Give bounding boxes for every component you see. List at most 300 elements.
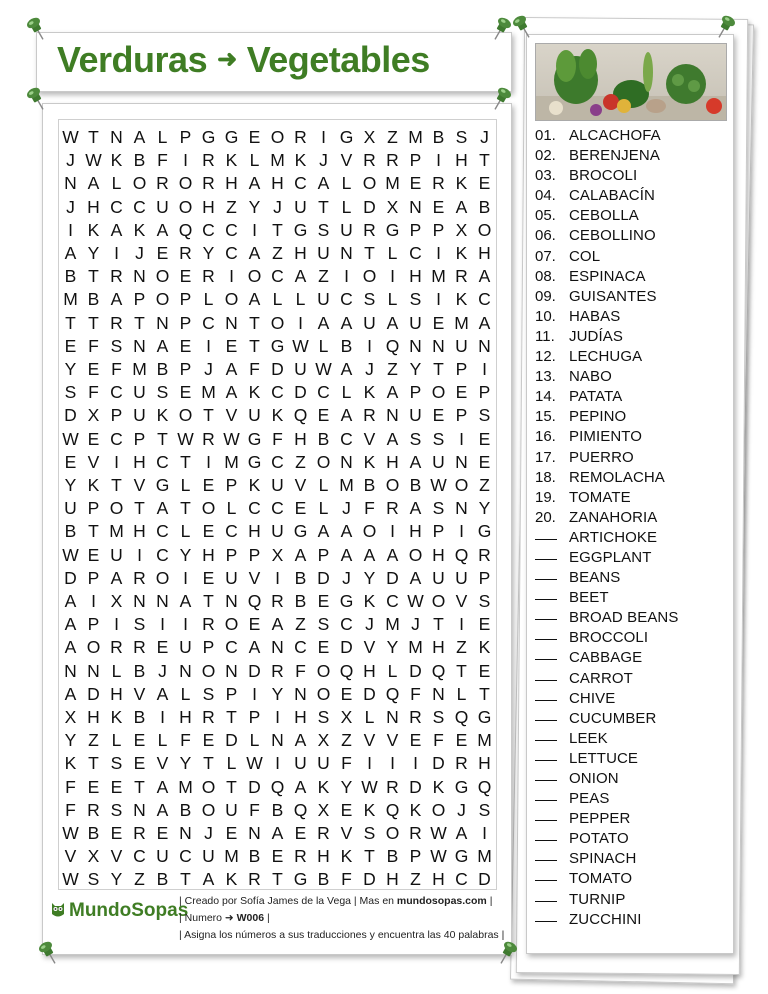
grid-letter[interactable]: Y <box>179 753 192 774</box>
grid-letter[interactable]: K <box>363 591 376 611</box>
grid-letter[interactable]: T <box>364 846 375 867</box>
grid-letter[interactable]: C <box>225 243 238 263</box>
grid-letter[interactable]: U <box>432 451 445 472</box>
grid-letter[interactable]: R <box>409 707 422 727</box>
grid-letter[interactable]: S <box>317 614 330 635</box>
grid-letter[interactable]: U <box>225 799 238 820</box>
grid-letter[interactable]: E <box>317 405 330 426</box>
grid-letter[interactable]: A <box>294 730 307 751</box>
grid-letter[interactable]: C <box>225 219 238 240</box>
grid-letter[interactable]: A <box>386 382 399 403</box>
grid-letter[interactable]: F <box>249 359 260 379</box>
grid-letter[interactable]: P <box>202 637 215 658</box>
grid-letter[interactable]: S <box>64 382 77 403</box>
grid-letter[interactable]: N <box>386 707 399 727</box>
grid-letter[interactable]: O <box>316 683 331 704</box>
grid-letter[interactable]: C <box>340 428 353 449</box>
grid-letter[interactable]: R <box>202 150 215 171</box>
grid-letter[interactable]: A <box>409 498 422 519</box>
grid-letter[interactable]: R <box>363 150 376 171</box>
grid-letter[interactable]: E <box>64 451 77 472</box>
grid-letter[interactable]: X <box>87 846 100 867</box>
grid-letter[interactable]: H <box>225 173 238 194</box>
grid-letter[interactable]: B <box>156 869 169 890</box>
grid-letter[interactable]: E <box>64 335 77 356</box>
grid-letter[interactable]: V <box>386 730 399 751</box>
grid-letter[interactable]: O <box>201 799 216 820</box>
grid-letter[interactable]: K <box>225 869 238 890</box>
grid-letter[interactable]: M <box>63 289 78 310</box>
grid-letter[interactable]: B <box>271 799 284 820</box>
answer-blank[interactable] <box>535 869 557 881</box>
grid-letter[interactable]: B <box>179 799 192 820</box>
grid-letter[interactable]: F <box>88 335 99 356</box>
grid-letter[interactable]: O <box>201 498 216 519</box>
grid-letter[interactable]: I <box>482 359 487 379</box>
grid-letter[interactable]: G <box>247 428 262 449</box>
grid-letter[interactable]: M <box>224 451 239 472</box>
grid-letter[interactable]: G <box>293 521 308 542</box>
grid-letter[interactable]: M <box>431 266 446 287</box>
grid-letter[interactable]: F <box>111 359 122 379</box>
grid-letter[interactable]: E <box>179 335 192 356</box>
grid-letter[interactable]: B <box>133 707 146 727</box>
grid-letter[interactable]: E <box>294 823 307 843</box>
grid-letter[interactable]: C <box>110 196 123 217</box>
grid-letter[interactable]: U <box>294 359 307 379</box>
grid-letter[interactable]: R <box>202 614 215 635</box>
grid-letter[interactable]: B <box>156 359 169 379</box>
grid-letter[interactable]: R <box>133 637 146 658</box>
grid-letter[interactable]: S <box>478 799 491 820</box>
grid-letter[interactable]: O <box>178 173 193 194</box>
grid-letter[interactable]: U <box>156 846 169 867</box>
grid-letter[interactable]: R <box>110 266 123 287</box>
grid-letter[interactable]: F <box>88 382 99 403</box>
grid-letter[interactable]: E <box>248 614 261 635</box>
grid-letter[interactable]: C <box>271 498 284 519</box>
grid-letter[interactable]: J <box>411 614 420 635</box>
grid-letter[interactable]: H <box>294 243 307 263</box>
footer-site-link[interactable]: mundosopas.com <box>396 895 487 907</box>
grid-letter[interactable]: I <box>436 243 441 263</box>
grid-letter[interactable]: E <box>478 614 491 635</box>
grid-letter[interactable]: L <box>387 660 398 681</box>
grid-letter[interactable]: J <box>457 799 466 820</box>
grid-letter[interactable]: U <box>409 405 422 426</box>
grid-letter[interactable]: K <box>133 219 146 240</box>
grid-letter[interactable]: B <box>248 846 261 867</box>
answer-blank[interactable] <box>535 769 557 781</box>
grid-letter[interactable]: C <box>156 521 169 542</box>
grid-letter[interactable]: E <box>87 428 100 449</box>
grid-letter[interactable]: K <box>455 243 468 263</box>
grid-letter[interactable]: P <box>317 544 330 565</box>
grid-letter[interactable]: N <box>409 196 422 217</box>
grid-letter[interactable]: C <box>110 428 123 449</box>
grid-letter[interactable]: D <box>248 660 261 681</box>
grid-letter[interactable]: Q <box>293 405 308 426</box>
grid-letter[interactable]: L <box>318 475 329 495</box>
grid-letter[interactable]: T <box>134 498 145 519</box>
answer-blank[interactable] <box>535 849 557 861</box>
grid-letter[interactable]: S <box>317 707 330 727</box>
grid-letter[interactable]: F <box>433 730 444 751</box>
grid-letter[interactable]: T <box>364 243 375 263</box>
grid-letter[interactable]: D <box>363 683 376 704</box>
grid-letter[interactable]: Y <box>202 243 215 263</box>
grid-letter[interactable]: G <box>155 475 170 495</box>
grid-letter[interactable]: P <box>179 127 192 147</box>
grid-letter[interactable]: S <box>432 498 445 519</box>
grid-letter[interactable]: D <box>363 196 376 217</box>
grid-letter[interactable]: D <box>64 405 77 426</box>
grid-letter[interactable]: P <box>455 405 468 426</box>
grid-letter[interactable]: C <box>110 382 123 403</box>
grid-letter[interactable]: P <box>409 382 422 403</box>
grid-letter[interactable]: I <box>459 428 464 449</box>
grid-letter[interactable]: A <box>87 173 100 194</box>
grid-letter[interactable]: A <box>64 591 77 611</box>
grid-letter[interactable]: W <box>361 776 378 797</box>
grid-letter[interactable]: K <box>432 776 445 797</box>
grid-letter[interactable]: T <box>180 498 191 519</box>
grid-letter[interactable]: R <box>271 591 284 611</box>
grid-letter[interactable]: S <box>110 335 123 356</box>
answer-blank[interactable] <box>535 829 557 841</box>
grid-letter[interactable]: H <box>271 173 284 194</box>
grid-letter[interactable]: E <box>478 451 491 472</box>
grid-letter[interactable]: W <box>315 359 332 379</box>
grid-letter[interactable]: K <box>455 289 468 310</box>
grid-letter[interactable]: R <box>202 707 215 727</box>
grid-letter[interactable]: R <box>386 498 399 519</box>
grid-letter[interactable]: K <box>248 382 261 403</box>
grid-letter[interactable]: W <box>292 335 309 356</box>
grid-letter[interactable]: U <box>156 196 169 217</box>
grid-letter[interactable]: C <box>386 591 399 611</box>
grid-letter[interactable]: A <box>386 544 399 565</box>
grid-letter[interactable]: H <box>432 869 445 890</box>
grid-letter[interactable]: J <box>158 660 167 681</box>
grid-letter[interactable]: V <box>87 451 100 472</box>
grid-letter[interactable]: B <box>133 150 146 171</box>
grid-letter[interactable]: R <box>294 846 307 867</box>
grid-letter[interactable]: J <box>365 359 374 379</box>
grid-letter[interactable]: O <box>431 591 446 611</box>
grid-letter[interactable]: C <box>271 451 284 472</box>
grid-letter[interactable]: N <box>271 637 284 658</box>
grid-letter[interactable]: O <box>201 776 216 797</box>
grid-letter[interactable]: O <box>155 266 170 287</box>
grid-letter[interactable]: I <box>183 567 188 588</box>
grid-letter[interactable]: G <box>454 776 469 797</box>
grid-letter[interactable]: A <box>294 776 307 797</box>
grid-letter[interactable]: E <box>202 567 215 588</box>
grid-letter[interactable]: U <box>432 567 445 588</box>
grid-letter[interactable]: B <box>386 846 399 867</box>
grid-letter[interactable]: P <box>133 428 146 449</box>
grid-letter[interactable]: C <box>179 846 192 867</box>
grid-letter[interactable]: R <box>386 776 399 797</box>
answer-blank[interactable] <box>535 729 557 741</box>
grid-letter[interactable]: L <box>157 127 168 147</box>
grid-letter[interactable]: F <box>272 428 283 449</box>
grid-letter[interactable]: P <box>179 312 192 333</box>
grid-letter[interactable]: L <box>318 335 329 356</box>
grid-letter[interactable]: T <box>203 753 214 774</box>
grid-letter[interactable]: Q <box>431 660 446 681</box>
grid-letter[interactable]: S <box>363 823 376 843</box>
grid-letter[interactable]: G <box>339 591 354 611</box>
grid-letter[interactable]: E <box>478 173 491 194</box>
grid-letter[interactable]: B <box>294 591 307 611</box>
grid-letter[interactable]: I <box>321 127 326 147</box>
grid-letter[interactable]: E <box>455 382 468 403</box>
grid-letter[interactable]: A <box>317 312 330 333</box>
grid-letter[interactable]: S <box>110 799 123 820</box>
grid-letter[interactable]: K <box>87 475 100 495</box>
grid-letter[interactable]: P <box>225 544 238 565</box>
grid-letter[interactable]: A <box>202 869 215 890</box>
grid-letter[interactable]: I <box>436 150 441 171</box>
grid-letter[interactable]: B <box>340 335 353 356</box>
grid-letter[interactable]: A <box>64 637 77 658</box>
grid-letter[interactable]: U <box>110 544 123 565</box>
grid-letter[interactable]: T <box>479 150 490 171</box>
grid-letter[interactable]: H <box>179 707 192 727</box>
grid-letter[interactable]: P <box>133 289 146 310</box>
grid-letter[interactable]: F <box>180 730 191 751</box>
grid-letter[interactable]: J <box>273 196 282 217</box>
grid-letter[interactable]: M <box>109 521 124 542</box>
grid-letter[interactable]: N <box>133 799 146 820</box>
grid-letter[interactable]: V <box>363 730 376 751</box>
grid-letter[interactable]: E <box>455 730 468 751</box>
grid-letter[interactable]: E <box>202 730 215 751</box>
grid-letter[interactable]: A <box>179 591 192 611</box>
grid-letter[interactable]: A <box>110 289 123 310</box>
grid-letter[interactable]: O <box>408 544 423 565</box>
grid-letter[interactable]: F <box>249 799 260 820</box>
grid-letter[interactable]: U <box>317 753 330 774</box>
grid-letter[interactable]: C <box>271 382 284 403</box>
grid-letter[interactable]: I <box>390 521 395 542</box>
grid-letter[interactable]: R <box>386 150 399 171</box>
grid-letter[interactable]: T <box>318 196 329 217</box>
grid-letter[interactable]: U <box>179 637 192 658</box>
grid-letter[interactable]: J <box>204 823 213 843</box>
answer-blank[interactable] <box>535 890 557 902</box>
grid-letter[interactable]: V <box>64 846 77 867</box>
grid-letter[interactable]: T <box>180 451 191 472</box>
grid-letter[interactable]: X <box>363 127 376 147</box>
grid-letter[interactable]: N <box>225 660 238 681</box>
grid-letter[interactable]: I <box>206 335 211 356</box>
grid-letter[interactable]: Z <box>479 475 490 495</box>
grid-letter[interactable]: R <box>202 173 215 194</box>
grid-letter[interactable]: C <box>225 637 238 658</box>
grid-letter[interactable]: F <box>410 683 421 704</box>
grid-letter[interactable]: R <box>202 266 215 287</box>
grid-letter[interactable]: A <box>156 776 169 797</box>
grid-letter[interactable]: E <box>271 846 284 867</box>
grid-letter[interactable]: M <box>385 173 400 194</box>
grid-letter[interactable]: E <box>156 637 169 658</box>
grid-letter[interactable]: E <box>133 753 146 774</box>
grid-letter[interactable]: I <box>390 266 395 287</box>
grid-letter[interactable]: R <box>363 405 376 426</box>
answer-blank[interactable] <box>535 749 557 761</box>
grid-letter[interactable]: M <box>408 637 423 658</box>
grid-letter[interactable]: O <box>270 127 285 147</box>
grid-letter[interactable]: T <box>249 335 260 356</box>
grid-letter[interactable]: H <box>133 521 146 542</box>
grid-letter[interactable]: G <box>293 869 308 890</box>
grid-letter[interactable]: G <box>477 707 492 727</box>
grid-letter[interactable]: M <box>270 150 285 171</box>
grid-letter[interactable]: A <box>110 219 123 240</box>
grid-letter[interactable]: J <box>135 243 144 263</box>
grid-letter[interactable]: W <box>62 869 79 890</box>
grid-letter[interactable]: T <box>226 776 237 797</box>
grid-letter[interactable]: Y <box>87 243 100 263</box>
grid-letter[interactable]: J <box>204 359 213 379</box>
grid-letter[interactable]: I <box>413 753 418 774</box>
grid-letter[interactable]: N <box>248 823 261 843</box>
answer-blank[interactable] <box>535 809 557 821</box>
answer-blank[interactable] <box>535 628 557 640</box>
grid-letter[interactable]: P <box>179 289 192 310</box>
grid-letter[interactable]: A <box>110 567 123 588</box>
grid-letter[interactable]: S <box>110 753 123 774</box>
grid-letter[interactable]: K <box>455 173 468 194</box>
grid-letter[interactable]: G <box>247 451 262 472</box>
grid-letter[interactable]: G <box>339 127 354 147</box>
grid-letter[interactable]: D <box>87 683 100 704</box>
grid-letter[interactable]: U <box>271 475 284 495</box>
grid-letter[interactable]: T <box>88 753 99 774</box>
grid-letter[interactable]: K <box>225 150 238 171</box>
grid-letter[interactable]: N <box>225 312 238 333</box>
grid-letter[interactable]: Q <box>385 683 400 704</box>
grid-letter[interactable]: Y <box>340 776 353 797</box>
grid-letter[interactable]: A <box>225 359 238 379</box>
grid-letter[interactable]: A <box>133 127 146 147</box>
grid-letter[interactable]: A <box>156 335 169 356</box>
grid-letter[interactable]: E <box>432 312 445 333</box>
grid-letter[interactable]: J <box>319 150 328 171</box>
grid-letter[interactable]: V <box>133 683 146 704</box>
grid-letter[interactable]: Z <box>226 196 237 217</box>
grid-letter[interactable]: Q <box>247 591 262 611</box>
grid-letter[interactable]: E <box>432 405 445 426</box>
grid-letter[interactable]: J <box>365 614 374 635</box>
grid-letter[interactable]: C <box>294 637 307 658</box>
grid-letter[interactable]: T <box>111 475 122 495</box>
grid-letter[interactable]: I <box>367 753 372 774</box>
grid-letter[interactable]: M <box>178 776 193 797</box>
grid-letter[interactable]: A <box>340 405 353 426</box>
grid-letter[interactable]: N <box>455 451 468 472</box>
grid-letter[interactable]: A <box>386 312 399 333</box>
grid-letter[interactable]: R <box>110 637 123 658</box>
grid-letter[interactable]: L <box>341 196 352 217</box>
grid-letter[interactable]: X <box>317 799 330 820</box>
grid-letter[interactable]: N <box>156 312 169 333</box>
grid-letter[interactable]: T <box>88 127 99 147</box>
answer-blank[interactable] <box>535 548 557 560</box>
grid-letter[interactable]: M <box>454 312 469 333</box>
grid-letter[interactable]: I <box>114 243 119 263</box>
grid-letter[interactable]: L <box>387 243 398 263</box>
grid-letter[interactable]: X <box>87 405 100 426</box>
grid-letter[interactable]: R <box>363 219 376 240</box>
grid-letter[interactable]: H <box>478 243 491 263</box>
grid-letter[interactable]: A <box>156 498 169 519</box>
grid-letter[interactable]: A <box>363 544 376 565</box>
grid-letter[interactable]: F <box>341 869 352 890</box>
grid-letter[interactable]: P <box>87 567 100 588</box>
grid-letter[interactable]: W <box>62 127 79 147</box>
grid-letter[interactable]: H <box>386 869 399 890</box>
grid-letter[interactable]: Y <box>363 567 376 588</box>
grid-letter[interactable]: Y <box>409 359 422 379</box>
grid-letter[interactable]: N <box>64 660 77 681</box>
grid-letter[interactable]: I <box>482 823 487 843</box>
grid-letter[interactable]: A <box>409 567 422 588</box>
grid-letter[interactable]: Z <box>318 266 329 287</box>
grid-letter[interactable]: L <box>111 660 122 681</box>
grid-letter[interactable]: K <box>340 846 353 867</box>
grid-letter[interactable]: Z <box>88 730 99 751</box>
grid-letter[interactable]: O <box>431 799 446 820</box>
grid-letter[interactable]: L <box>180 683 191 704</box>
grid-letter[interactable]: N <box>179 660 192 681</box>
grid-letter[interactable]: Z <box>456 637 467 658</box>
grid-letter[interactable]: T <box>433 359 444 379</box>
grid-letter[interactable]: F <box>65 776 76 797</box>
answer-blank[interactable] <box>535 588 557 600</box>
grid-letter[interactable]: Q <box>477 776 492 797</box>
grid-letter[interactable]: J <box>66 196 75 217</box>
grid-letter[interactable]: K <box>409 799 422 820</box>
grid-letter[interactable]: E <box>110 776 123 797</box>
answer-blank[interactable] <box>535 568 557 580</box>
grid-letter[interactable]: E <box>294 498 307 519</box>
grid-letter[interactable]: U <box>409 312 422 333</box>
grid-letter[interactable]: O <box>316 451 331 472</box>
grid-letter[interactable]: L <box>157 730 168 751</box>
grid-letter[interactable]: L <box>203 289 214 310</box>
grid-letter[interactable]: G <box>454 846 469 867</box>
grid-letter[interactable]: C <box>478 289 491 310</box>
grid-letter[interactable]: Y <box>64 359 77 379</box>
grid-letter[interactable]: G <box>224 127 239 147</box>
grid-letter[interactable]: B <box>64 266 77 287</box>
grid-letter[interactable]: T <box>226 707 237 727</box>
grid-letter[interactable]: V <box>340 150 353 171</box>
grid-letter[interactable]: K <box>110 707 123 727</box>
grid-letter[interactable]: K <box>110 150 123 171</box>
grid-letter[interactable]: Q <box>293 799 308 820</box>
grid-letter[interactable]: I <box>275 707 280 727</box>
grid-letter[interactable]: I <box>160 707 165 727</box>
grid-letter[interactable]: R <box>478 544 491 565</box>
grid-letter[interactable]: R <box>133 567 146 588</box>
grid-letter[interactable]: L <box>249 730 260 751</box>
grid-letter[interactable]: I <box>367 335 372 356</box>
